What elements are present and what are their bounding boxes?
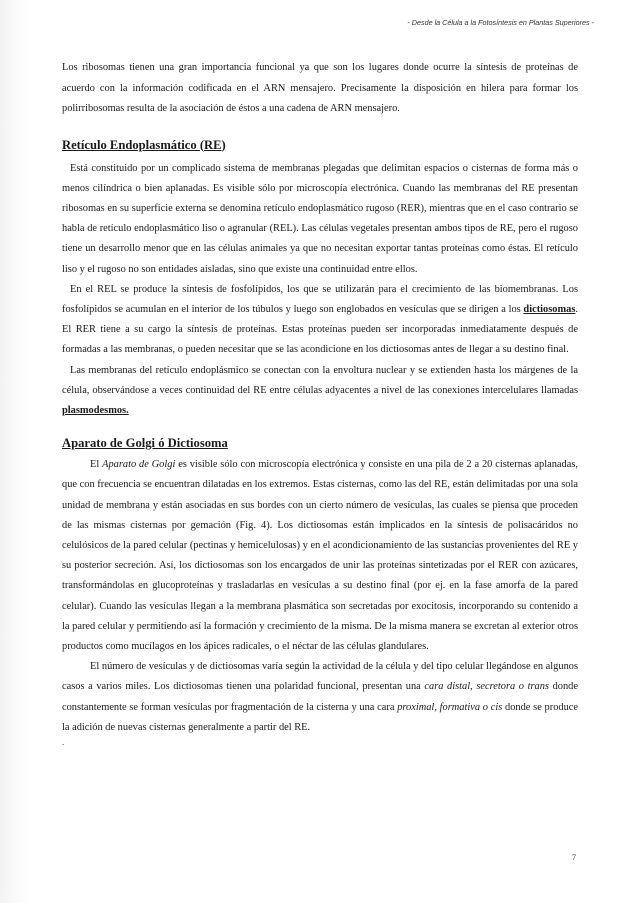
re-p2-text-b: . El RER tiene a su cargo la síntesis de proteínas. Estas proteínas pueden ser incorporadas inmediatamente después de formadas a las membranas, o pueden necesitar que se las acondicione en los dictiosomas antes de llegar a su destino final.: [62, 303, 578, 356]
re-p2-text-a: En el REL se produce la síntesis de fosfolípidos, los que se utilizarán para el crecimiento de las biomembranas. Los fosfolípidos se acumulan en el interior de los túbulos y luego son englobados en vesículas que se dirigen a los: [62, 283, 578, 315]
golgi-paragraph-1: [62, 455, 578, 657]
re-paragraph-2: [62, 280, 578, 361]
term-dictiosomas: dictiosomas: [523, 303, 576, 315]
golgi-p2-text-c: donde se produce la adición de nuevas cisternas generalmente a partir del RE.: [62, 701, 579, 733]
term-plasmodesmos: plasmodesmos.: [62, 404, 129, 416]
golgi-p2-text-b: donde constantemente se forman vesículas por fragmentación de la cisterna y una cara: [62, 681, 578, 713]
golgi-p2-text-a: El número de vesículas y de dictiosomas varía según la actividad de la célula y del tipo celular llegándose en algunos casos a varios miles. Los dictiosomas tienen una polaridad funcional, presentan una: [62, 661, 578, 693]
golgi-p2-italic-distal: cara distal, secretora o trans: [424, 681, 549, 693]
re-paragraph-3: [62, 361, 578, 422]
intro-paragraph: Los ribosomas tienen una gran importancia funcional ya que son los lugares donde ocurre la síntesis de proteínas de acuerdo con la información codificada en el ARN mensajero. Precisamente la disposición en hilera para formar los polirribosomas resulta de la asociación de éstos a una cadena de ARN mensajero.: [62, 62, 578, 114]
page-number: 7: [572, 853, 576, 862]
re-paragraph-1: Está constituido por un complicado sistema de membranas plegadas que delimitan espacios o cisternas de forma más o menos cilíndrica o bien aplanadas. Es visible sólo por microscopía electrónica. Cuando las membranas del RE presentan ribosomas en su superficie externa se denomina retículo endoplasmático rugoso (RER), mientras que en el caso contrario se habla de retículo endoplasmático liso o agranular (REL). Las células vegetales presentan ambos tipos de RE, pero el rugoso tiene un desarrollo menor que en las células animales ya que no necesitan exportar tantas proteínas como éstas. El retículo liso y el rugoso no son entidades aisladas, sino que existe una continuidad entre ellos.: [62, 162, 578, 275]
golgi-section-heading: Aparato de Golgi ó Dictiosoma: [62, 436, 228, 451]
re-p3-text: Las membranas del retículo endoplásmico se conectan con la envoltura nuclear y se extienden hasta los márgenes de la célula, observándose a veces continuidad del RE entre células adyacentes a nivel de las conexiones intercelulares llamadas: [62, 364, 578, 396]
page-edge-shadow: [0, 0, 30, 903]
golgi-p1-text-a: El: [90, 459, 103, 471]
golgi-p1-italic: Aparato de Golgi: [102, 459, 176, 471]
trailing-mark: .: [62, 736, 65, 747]
golgi-paragraph-2: [62, 657, 578, 738]
golgi-p2-italic-proximal: proximal, formativa o cis: [397, 701, 503, 713]
golgi-p1-text-b: es visible sólo con microscopía electrónica y consiste en una pila de 2 a 20 cisternas aplanadas, que con frecuencia se encuentran dilatadas en los extremos. Estas cisternas, como las del RE, están delimitadas por una sola unidad de membrana y están asociadas en sus bordes con un cierto número de vesículas, las cuales se piensa que proceden de las mismas cisternas por gemación (Fig. 4). Los dictiosomas están implicados en la síntesis de polisacáridos no celulósicos de la pared celular (pectinas y hemicelulosas) y en el acondicionamiento de las sustancias provenientes del RE y su posterior secreción. Así, los dictiosomas son los encargados de unir las proteínas sintetizadas por el RER con azúcares, transformándolas en glucoproteínas y trasladarlas en vesículas a su destino final (por ej. en la fase amorfa de la pared celular). Cuando las vesículas llegan a la membrana plasmática son secretadas por exocitosis, incorporando su contenido a la pared celular y permitiendo así la formación y crecimiento de la misma. De la misma manera se excretan al exterior otros productos como mucílagos en los ápices radicales, o el néctar de las células glandulares.: [62, 459, 578, 652]
document-body: [62, 58, 578, 746]
running-header: - Desde la Célula a la Fotosíntesis en Plantas Superiores -: [407, 18, 594, 27]
re-section-heading: Retículo Endoplasmático (RE): [62, 137, 226, 152]
